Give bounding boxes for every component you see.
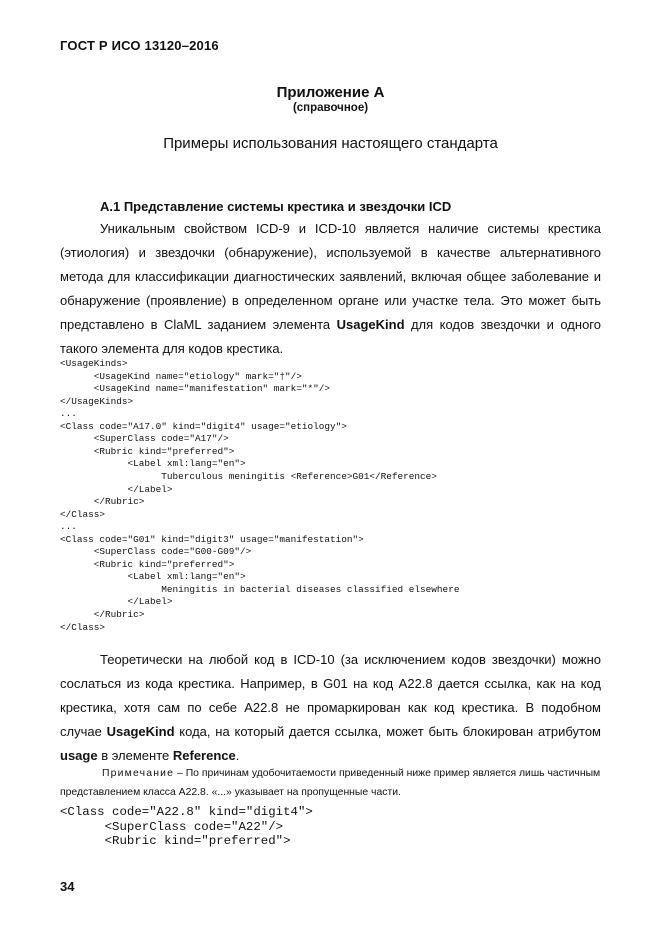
keyword-usagekind: UsageKind	[336, 317, 405, 332]
code-line: <SuperClass code="A17"/>	[60, 433, 229, 445]
code-line: <UsageKind name="manifestation" mark="*"/>	[60, 383, 331, 395]
paragraph-theory	[60, 648, 601, 768]
keyword-usagekind: UsageKind	[106, 724, 175, 739]
code-line: ...	[60, 521, 77, 533]
paragraph-text: Теоретически на любой код в ICD-10 (за исключением кодов звездочки) можно сослаться из кода крестика. Например, в G01 на код A22.8 дается ссылка, как на код крестика, хотя сам по себе A22.8 не промаркирован как код крестика. В подобном случае	[60, 652, 601, 739]
paragraph-text: для кодов звездочки и одного такого элемента для кодов крестика.	[60, 317, 601, 356]
appendix-subtitle: (справочное)	[292, 102, 369, 114]
code-line: </Label>	[60, 483, 173, 495]
code-line: <Class code="A17.0" kind="digit4" usage="etiology">	[60, 420, 347, 432]
paragraph-text: кода, на который дается ссылка, может быть блокирован атрибутом	[174, 724, 601, 739]
paragraph-text: Уникальным свойством ICD-9 и ICD-10 является наличие системы крестика (этиология) и звездочки (обнаружение), используемой в качестве альтернативного метода для классификации диагностических заявлений, включая общее заболевание и обнаружение (проявление) в определенном органе или участке тела. Это может быть представлено в ClaML заданием элемента	[60, 221, 601, 332]
code-line: <Rubric kind="preferred">	[60, 445, 235, 457]
code-line: Meningitis in bacterial diseases classified elsewhere	[60, 583, 460, 595]
code-line: <Label xml:lang="en">	[60, 458, 246, 470]
code-line: <Label xml:lang="en">	[60, 571, 246, 583]
appendix-title: Приложение А	[276, 84, 385, 101]
code-line: </Rubric>	[60, 609, 145, 620]
subsection-title: А.1 Представление системы крестика и звездочки ICD	[100, 199, 452, 214]
paragraph-intro	[60, 217, 601, 361]
code-line: </Class>	[60, 508, 106, 520]
paragraph-text: .	[235, 748, 240, 763]
code-line: </Class>	[60, 621, 106, 633]
code-line: <Rubric kind="preferred">	[60, 558, 235, 570]
note-text: – По причинам удобочитаемости приведенный ниже пример является лишь частичным представлением класса A22.8. «...» указывает на пропущенные части.	[60, 768, 601, 798]
keyword-usage: usage	[60, 748, 98, 763]
code-line: <UsageKind name="etiology" mark="†"/>	[60, 370, 302, 382]
note	[60, 764, 601, 802]
paragraph-text: в элементе	[97, 748, 173, 763]
code-line: <SuperClass code="A22"/>	[60, 819, 284, 834]
code-line: <UsageKinds>	[60, 358, 128, 369]
code-line: <Rubric kind="preferred">	[60, 834, 291, 848]
code-line: <Class code="G01" kind="digit3" usage="manifestation">	[60, 533, 364, 545]
code-line: Tuberculous meningitis <Reference>G01</Reference>	[60, 470, 437, 482]
document-header: ГОСТ Р ИСО 13120–2016	[60, 38, 219, 53]
page-number: 34	[60, 879, 75, 894]
keyword-reference: Reference	[172, 748, 236, 763]
code-line: </UsageKinds>	[60, 395, 134, 407]
code-line: <Class code="A22.8" kind="digit4">	[60, 805, 313, 819]
code-line: <SuperClass code="G00-G09"/>	[60, 546, 252, 558]
code-line: </Label>	[60, 596, 173, 608]
section-title: Примеры использования настоящего стандарта	[163, 135, 498, 152]
note-label: Примечание	[102, 768, 175, 779]
code-line: ...	[60, 408, 77, 420]
code-line: </Rubric>	[60, 496, 145, 508]
